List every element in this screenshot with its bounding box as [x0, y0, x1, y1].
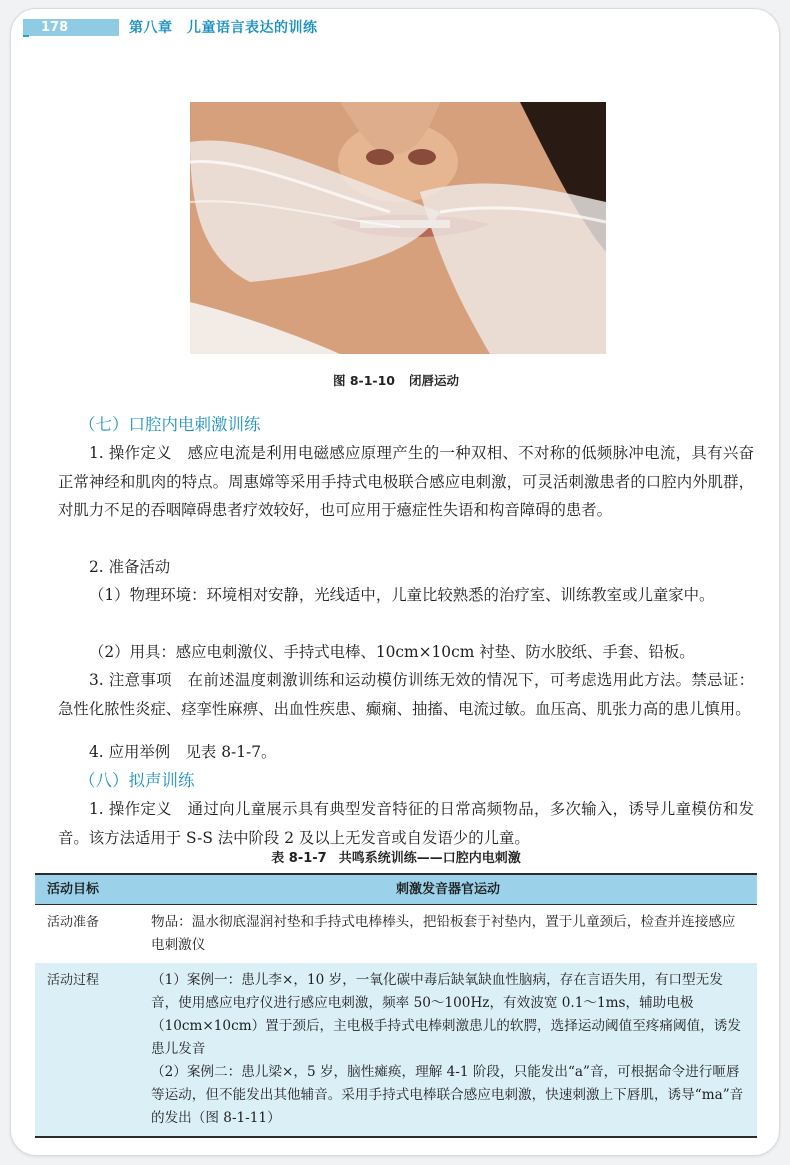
table-row [35, 963, 757, 1137]
page-number: 178 [23, 19, 119, 36]
page-header [11, 9, 780, 37]
activity-table [35, 873, 757, 1138]
table-caption [11, 847, 780, 866]
preparation-items: 物品：温水彻底湿润衬垫和手持式电棒棒头，把铅板套于衬垫内，置于儿童颈后，检查并连接感应电刺激仪 [151, 913, 736, 953]
section-heading-electrical-stimulation: （七）口腔内电刺激训练 [79, 415, 261, 434]
paragraph-onomatopoeia-definition: 1. 操作定义 通过向儿童展示具有典型发音特征的日常高频物品，多次输入，诱导儿童模仿和发音。该方法适用于 S-S 法中阶段 2 及以上无发音或自发语少的儿童。 [58, 800, 754, 847]
chapter-title: 第八章 儿童语言表达的训练 [129, 20, 318, 36]
table-header-content: 刺激发音器官运动 [139, 874, 757, 904]
paragraph-preparation-heading: 2. 准备活动 [89, 558, 171, 576]
paragraph-physical-environment: （1）物理环境：环境相对安静，光线适中，儿童比较熟悉的治疗室、训练教室或儿童家中。 [89, 586, 715, 604]
photo-illustration [190, 102, 606, 354]
row-label-process: 活动过程 [35, 963, 139, 1137]
case-one: （1）案例一：患儿李×，10 岁，一氧化碳中毒后缺氧缺血性脑病，存在言语失用，有口型无发音，使用感应电疗仪进行感应电刺激，频率 50～100Hz，有效波宽 0.1～1ms，辅助电极（10cm×10cm）置于颈后，主电极手持式电棒刺激患儿的软腭，选择运动阈值至疼痛阈值，诱发患儿发音 [151, 971, 741, 1057]
paragraph-precautions: 3. 注意事项 在前述温度刺激训练和运动模仿训练无效的情况下，可考虑选用此方法。禁忌证：急性化脓性炎症、痉挛性麻痹、出血性疾患、癫痫、抽搐、电流过敏。血压高、肌张力高的患儿慎用。 [58, 671, 754, 718]
table-title: 共鸣系统训练——口腔内电刺激 [338, 851, 521, 866]
paragraph-operation-definition: 1. 操作定义 感应电流是利用电磁感应原理产生的一种双相、不对称的低频脉冲电流，具有兴奋正常神经和肌肉的特点。周惠嫦等采用手持式电极联合感应电刺激，可灵活刺激患者的口腔内外肌群，对肌力不足的吞咽障碍患者疗效较好，也可应用于癔症性失语和构音障碍的患者。 [58, 444, 754, 519]
paragraph-application-example: 4. 应用举例 见表 8-1-7。 [89, 743, 277, 761]
section-heading-onomatopoeia: （八）拟声训练 [79, 771, 195, 790]
page-tab-accent [23, 35, 29, 37]
table-number: 表 8-1-7 [271, 851, 327, 866]
book-page [10, 8, 780, 1156]
paragraph-tools: （2）用具：感应电刺激仪、手持式电棒、10cm×10cm 衬垫、防水胶纸、手套、铅板。 [89, 643, 695, 661]
lip-closure-photo [190, 102, 606, 354]
table-row [35, 904, 757, 963]
table-header-goal: 活动目标 [35, 874, 139, 904]
row-label-preparation: 活动准备 [35, 904, 139, 963]
row-content-process [139, 963, 757, 1137]
row-content-preparation [139, 904, 757, 963]
figure-number: 图 8-1-10 [332, 373, 395, 388]
case-two: （2）案例二：患儿梁×，5 岁，脑性瘫痪，理解 4-1 阶段，只能发出“a”音，可根据命令进行咂唇等运动，但不能发出其他辅音。采用手持式电棒联合感应电刺激，快速刺激上下唇肌，诱导“ma”音的发出（图 8-1-11） [151, 1063, 744, 1126]
figure-title: 闭唇运动 [409, 373, 460, 388]
figure-caption [11, 371, 780, 389]
table-header-row [35, 874, 757, 904]
